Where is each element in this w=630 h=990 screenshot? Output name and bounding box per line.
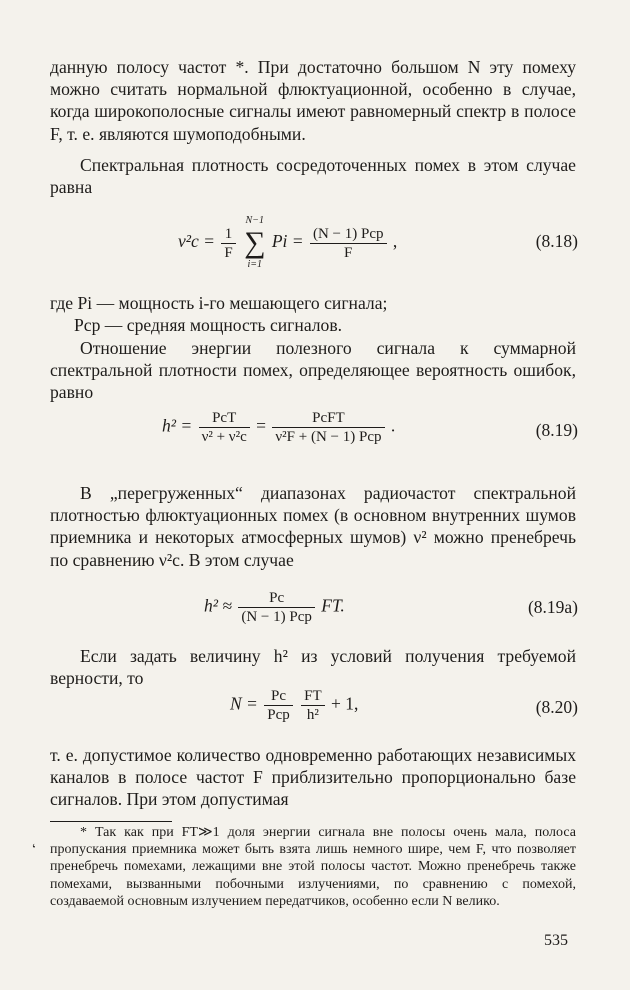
eq3-frac [238,589,315,626]
equation-8-19a [204,589,345,626]
eq1-frac2-den: F [344,244,353,261]
paragraph-4: В „перегруженных“ диапазонах радиочастот спектральной плотностью флюктуационных помех (в основном внутренних шумов приемника и некоторых атмосферных шумов) ν² можно пренебречь по сравнению ν²с. В этом случае [50,483,576,570]
eq4-frac2-den: h² [306,707,319,723]
sum-lower-limit: i=1 [247,259,263,270]
where-line-1: где Pi — мощность i-го мешающего сигнала; [50,293,388,313]
eq4-frac1-num: Pс [264,687,293,706]
paragraph-2: Спектральная плотность сосредоточенных помех в этом случае равна [50,155,576,198]
equation-number-8-18: (8.18) [535,231,578,251]
eq2-frac2 [272,409,384,446]
eq4-frac2 [301,687,325,724]
eq2-tail: . [390,415,396,436]
eq4-frac1-den: Pср [267,707,290,723]
eq4-lhs: N = [230,693,258,714]
eq1-tail: , [392,231,398,252]
paragraph-5: Если задать величину h² из условий получения требуемой верности, то [50,646,576,689]
eq1-lhs: ν²с = [178,231,215,252]
paragraph-6: т. е. допустимое количество одновременно работающих независимых каналов в полосе частот F приблизительно пропорционально базе сигналов. При этом допустимая [50,745,576,810]
page-number: 535 [544,932,568,949]
eq4-tail: + 1, [331,693,359,714]
summation-symbol: N−1 ∑ i=1 [244,215,266,270]
equation-8-20 [230,687,358,724]
eq3-frac-num: Pс [238,589,315,608]
eq2-frac2-num: PсFT [272,409,384,428]
equation-number-8-19a: (8.19a) [527,597,578,617]
eq2-frac1-num: PсT [199,409,250,428]
eq4-frac1 [264,687,293,724]
eq2-equals: = [256,415,266,436]
eq1-frac2 [310,225,387,262]
paragraph-1: данную полосу частот *. При достаточно большом N эту помеху можно считать нормальной флюктуационной, особенно в случае, когда широкополосные сигналы имеют равномерный спектр в полосе F, т. е. являются шумоподобными. [50,57,576,144]
eq1-term: Pi = [271,231,304,252]
equation-number-8-20: (8.20) [535,697,578,717]
footnote-divider [50,821,172,822]
eq1-frac1-num: 1 [221,225,235,244]
eq3-lhs: h² ≈ [204,595,232,616]
equation-8-18 [178,214,397,272]
eq4-frac2-num: FT [301,687,325,706]
footnote: * Так как при FT≫1 доля энергии сигнала вне полосы очень мала, полоса пропускания приемника может быть взята лишь немного шире, чем F, что позволяет пренебречь помехами, лежащими вне этой полосы частот. Можно пренебречь также помехами, вызванными побочными излучениями, по сравнению с помехой, создаваемой основным излучением передатчиков, особенно если N велико. [50,825,576,909]
eq3-tail: FT. [321,595,345,616]
eq2-frac1-den: ν² + ν²с [201,429,247,445]
eq2-frac1 [199,409,250,446]
eq2-lhs: h² = [162,415,193,436]
where-line-2: Pср — средняя мощность сигналов. [74,315,343,335]
eq1-frac1 [221,225,235,262]
eq1-frac1-den: F [224,244,233,261]
eq3-frac-den: (N − 1) Pср [241,609,312,625]
margin-mark: ‘ [30,841,40,858]
sum-upper-limit: N−1 [245,215,264,226]
equation-number-8-19: (8.19) [535,420,578,440]
equation-8-19 [162,409,395,446]
eq1-frac2-num: (N − 1) Pср [310,225,387,244]
eq2-frac2-den: ν²F + (N − 1) Pср [275,429,382,445]
paragraph-3: Отношение энергии полезного сигнала к суммарной спектральной плотности помех, определяющее вероятность ошибок, равно [50,338,576,403]
